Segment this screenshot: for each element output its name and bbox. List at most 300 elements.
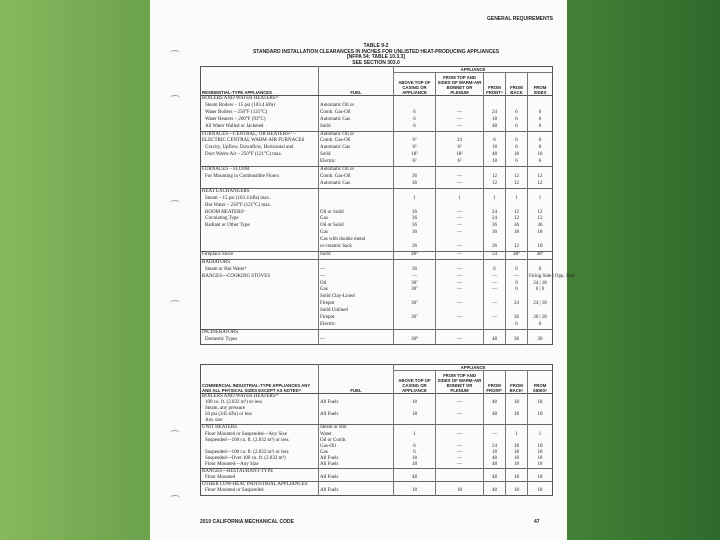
- cell-above-top: 6: [394, 450, 436, 456]
- table-row: [201, 244, 553, 251]
- cell-fuel: [319, 96, 394, 103]
- cell-sides: [528, 188, 553, 195]
- cell-appliance-label: RANGES—COOKING STOVES: [202, 273, 271, 279]
- cell-fuel: All Fuels: [319, 412, 394, 418]
- cell-sides: [528, 96, 553, 103]
- cell-plenum: 18²: [436, 152, 484, 159]
- cell-above-top: —: [394, 274, 436, 281]
- cell-above-top: 6: [394, 110, 436, 117]
- cell-appliance-label: Floor Mounted or Suspended—Any Size: [205, 431, 287, 437]
- cell-front: 54: [484, 251, 506, 259]
- cell-front: 24: [484, 216, 506, 223]
- table-row: [201, 124, 553, 131]
- table-row: [201, 167, 553, 174]
- table-row: [201, 159, 553, 166]
- cell-above-top: 6²: [394, 159, 436, 166]
- cell-plenum: —: [436, 315, 484, 322]
- cell-back: 12: [506, 244, 528, 251]
- cell-appliance-label: FURNACES – FLOOR: [201, 167, 319, 174]
- cell-sides: 24 | 18: [528, 281, 553, 288]
- cell-sides: 12: [528, 210, 553, 217]
- cell-front: 18: [484, 159, 506, 166]
- binder-hole-mark: [170, 495, 180, 501]
- cell-front: 48: [484, 152, 506, 159]
- cell-back: 18: [506, 456, 528, 462]
- cell-plenum: —: [436, 223, 484, 230]
- cell-plenum: [436, 203, 484, 210]
- cell-front: 18: [484, 450, 506, 456]
- cell-plenum: —: [436, 412, 484, 418]
- cell-sides: 36: [528, 223, 553, 230]
- cell-fuel: [319, 329, 394, 336]
- cell-back: 18: [506, 488, 528, 495]
- cell-fuel: All Fuels: [319, 488, 394, 495]
- table-row: [201, 287, 553, 294]
- cell-appliance-label: Floor Mounted or Suspended: [205, 488, 264, 494]
- cell-sides: 18: [528, 444, 553, 450]
- cell-sides: [528, 308, 553, 315]
- cell-appliance-label: BOILERS AND WATER HEATERS¹¹: [202, 96, 279, 101]
- cell-fuel: All Fuels: [319, 400, 394, 406]
- cell-front: [484, 469, 506, 476]
- cell-back: [506, 259, 528, 266]
- cell-sides: 18: [528, 244, 553, 251]
- cell-fuel: —: [319, 337, 394, 344]
- cell-fuel: Comb. Gas-Oil: [319, 174, 394, 181]
- cell-appliance-label: ELECTRIC CENTRAL WARM-AIR FURNACES: [202, 138, 305, 144]
- cell-sides: 6: [528, 138, 553, 145]
- cell-front: 36: [484, 223, 506, 230]
- cell-plenum: [436, 237, 484, 244]
- cell-back: 12: [506, 216, 528, 223]
- cell-appliance-label: RANGES—RESTAURANT-TYPE: [201, 469, 319, 476]
- cell-front: [484, 418, 506, 425]
- cell-back: [506, 394, 528, 401]
- header-appliance-type: RESIDENTIAL-TYPE APPLIANCES: [201, 67, 319, 96]
- cell-appliance-label: Suspended—Over 100 cu. ft. (2.832 m³): [205, 455, 286, 461]
- table-row: [201, 223, 553, 230]
- cell-above-top: 48⁵: [394, 251, 436, 259]
- cell-back: [506, 103, 528, 110]
- cell-plenum: [436, 394, 484, 401]
- cell-front: 48: [484, 475, 506, 482]
- cell-plenum: —: [436, 174, 484, 181]
- cell-above-top: 30⁷: [394, 287, 436, 294]
- cell-appliance-label: [201, 281, 319, 288]
- cell-plenum: —: [436, 462, 484, 469]
- cell-front: —: [484, 315, 506, 322]
- cell-back: 12: [506, 174, 528, 181]
- header-back: FROM BACK: [506, 73, 528, 96]
- cell-above-top: [394, 96, 436, 103]
- cell-fuel: [319, 469, 394, 476]
- binder-hole-mark: [170, 95, 180, 101]
- cell-front: 18: [484, 117, 506, 124]
- cell-back: 1: [506, 196, 528, 203]
- cell-above-top: 18: [394, 488, 436, 495]
- table-reference: [NFPA 54: TABLE 10.3.3]: [347, 54, 405, 61]
- cell-back: 48⁵: [506, 251, 528, 259]
- cell-sides: 18: [528, 488, 553, 495]
- cell-appliance-label: [201, 308, 319, 315]
- cell-fuel: Electric: [319, 322, 394, 329]
- cell-back: 18: [506, 475, 528, 482]
- cell-back: [506, 294, 528, 301]
- cell-front: 36: [484, 244, 506, 251]
- table-row: [201, 301, 553, 308]
- cell-fuel: Solid: [319, 124, 394, 131]
- cell-above-top: [394, 237, 436, 244]
- footer-title: 2010 CALIFORNIA MECHANICAL CODE: [200, 519, 294, 525]
- cell-appliance-label: Floor Mounted—Any Size: [205, 462, 259, 468]
- cell-appliance-label: For Mounting in Combustible Floors: [205, 173, 279, 179]
- cell-plenum: —: [436, 450, 484, 456]
- cell-fuel: All Fuels: [319, 475, 394, 482]
- cell-fuel: Gas with double metal: [319, 237, 394, 244]
- cell-front: —: [484, 432, 506, 438]
- residential-clearance-table: [200, 66, 575, 345]
- cell-plenum: 24: [436, 138, 484, 145]
- cell-fuel: All Fuels: [319, 462, 394, 469]
- cell-sides: [528, 469, 553, 476]
- table-row: [201, 210, 553, 217]
- cell-appliance-label: Fireplace Stove: [201, 251, 319, 259]
- cell-above-top: 48: [394, 475, 436, 482]
- cell-above-top: 36: [394, 223, 436, 230]
- cell-front: [484, 482, 506, 489]
- table-row: [201, 425, 553, 432]
- cell-front: [484, 237, 506, 244]
- cell-plenum: [436, 475, 484, 482]
- cell-fuel: Automatic Gas: [319, 117, 394, 124]
- cell-back: [506, 482, 528, 489]
- cell-fuel: Solid Clay-Lined: [319, 294, 394, 301]
- table-row: [201, 488, 553, 495]
- cell-above-top: 1: [394, 432, 436, 438]
- cell-plenum: —: [436, 400, 484, 406]
- document-page: [150, 0, 575, 540]
- cell-plenum: [436, 259, 484, 266]
- cell-fuel: Gas: [319, 216, 394, 223]
- cell-back: [506, 425, 528, 432]
- cell-plenum: —: [436, 110, 484, 117]
- cell-fuel: Electric: [319, 159, 394, 166]
- cell-appliance-label: HEAT EXCHANGERS: [201, 188, 319, 195]
- cell-front: [484, 96, 506, 103]
- cell-above-top: [394, 418, 436, 425]
- cell-fuel: —: [319, 274, 394, 281]
- cell-appliance-label: 100 cu. ft. (2.832 m³) or less: [205, 400, 262, 406]
- cell-sides: [528, 394, 553, 401]
- cell-appliance-label: [201, 322, 319, 329]
- cell-sides: 1: [528, 196, 553, 203]
- cell-sides: [528, 329, 553, 336]
- cell-plenum: [436, 482, 484, 489]
- cell-back: [506, 418, 528, 425]
- cell-appliance-label: [201, 294, 319, 301]
- cell-appliance-label: 50 psi (345 kPa) or less: [205, 412, 253, 418]
- cell-plenum: —: [436, 216, 484, 223]
- cell-plenum: [436, 469, 484, 476]
- header-appliance: APPLIANCE: [394, 67, 553, 73]
- cell-plenum: —: [436, 181, 484, 188]
- cell-appliance-label: Radiant or Other Type: [205, 223, 250, 229]
- cell-back: [506, 329, 528, 336]
- cell-front: 36: [484, 230, 506, 237]
- cell-sides: 6: [528, 110, 553, 117]
- cell-fuel: Oil: [319, 281, 394, 288]
- table-row: [201, 329, 553, 336]
- cell-back: [506, 96, 528, 103]
- table-row: [201, 188, 553, 195]
- cell-plenum: [436, 294, 484, 301]
- table-row: [201, 251, 553, 259]
- cell-sides: [528, 131, 553, 138]
- cell-back: [506, 203, 528, 210]
- cell-above-top: 36: [394, 244, 436, 251]
- cell-fuel: Gas: [319, 287, 394, 294]
- cell-front: [484, 308, 506, 315]
- cell-front: 48: [484, 124, 506, 131]
- cell-plenum: —: [436, 444, 484, 450]
- table-row: [201, 216, 553, 223]
- cell-appliance-label: Any size: [205, 418, 223, 424]
- cell-back: [506, 167, 528, 174]
- cell-fuel: Automatic Oil or: [319, 131, 394, 138]
- cell-front: [484, 103, 506, 110]
- cell-above-top: 36: [394, 210, 436, 217]
- cell-front: 1: [484, 196, 506, 203]
- cell-back: [506, 237, 528, 244]
- cell-sides: 6: [528, 267, 553, 274]
- cell-fuel: [319, 482, 394, 489]
- cell-front: 24: [484, 110, 506, 117]
- cell-back: 6: [506, 117, 528, 124]
- table-row: [201, 281, 553, 288]
- binder-hole-mark: [170, 50, 180, 56]
- table-row: [201, 145, 553, 152]
- cell-sides: 18: [528, 152, 553, 159]
- cell-fuel: Gas: [319, 230, 394, 237]
- cell-sides: 6: [528, 117, 553, 124]
- cell-sides: [528, 167, 553, 174]
- cell-front: 6: [484, 138, 506, 145]
- cell-fuel: Oil or Comb.: [319, 438, 394, 444]
- table-row: [201, 462, 553, 469]
- cell-fuel: All Fuels: [319, 456, 394, 462]
- cell-appliance-label: ROOM HEATERS⁶: [205, 209, 245, 215]
- cell-front: —: [484, 274, 506, 281]
- cell-back: 6: [506, 124, 528, 131]
- cell-appliance-label: [201, 287, 319, 294]
- cell-appliance-label: Domestic Types: [205, 336, 238, 342]
- cell-front: [484, 329, 506, 336]
- cell-appliance-label: Circulating Type: [205, 216, 239, 222]
- cell-above-top: 18: [394, 456, 436, 462]
- cell-plenum: [436, 167, 484, 174]
- cell-sides: [528, 482, 553, 489]
- cell-front: [484, 203, 506, 210]
- cell-back: [506, 308, 528, 315]
- cell-fuel: Comb. Gas-Oil: [319, 110, 394, 117]
- cell-appliance-label: [201, 159, 319, 166]
- cell-fuel: [319, 418, 394, 425]
- cell-above-top: 36: [394, 181, 436, 188]
- table-row: [201, 138, 553, 145]
- cell-fuel: Automatic Gas: [319, 181, 394, 188]
- cell-above-top: 36: [394, 216, 436, 223]
- cell-back: [506, 469, 528, 476]
- cell-sides: [528, 418, 553, 425]
- cell-above-top: [394, 167, 436, 174]
- header-front: FROM FRONT⁹: [484, 73, 506, 96]
- cell-sides: 6: [528, 145, 553, 152]
- cell-appliance-label: All Water Walled or Jacketed: [205, 123, 264, 129]
- cell-plenum: —: [436, 301, 484, 308]
- cell-fuel: Solid Unlined: [319, 308, 394, 315]
- cell-plenum: 1: [436, 196, 484, 203]
- table-row: [201, 230, 553, 237]
- cell-back: 36: [506, 337, 528, 344]
- cell-fuel: —: [319, 267, 394, 274]
- cell-appliance-label: [201, 301, 319, 308]
- running-header: GENERAL REQUIREMENTS: [486, 16, 553, 22]
- table-row: [201, 294, 553, 301]
- cell-plenum: —: [436, 267, 484, 274]
- cell-above-top: 36⁸: [394, 337, 436, 344]
- cell-front: 18: [484, 145, 506, 152]
- header-above: ABOVE TOP OF CASING OR APPLIANCE: [394, 371, 436, 394]
- binder-hole-mark: [170, 200, 180, 206]
- cell-above-top: 6: [394, 124, 436, 131]
- cell-fuel: Automatic Oil or: [319, 103, 394, 110]
- cell-plenum: [436, 322, 484, 329]
- cell-fuel: Oil or Solid: [319, 210, 394, 217]
- cell-sides: 6: [528, 159, 553, 166]
- cell-fuel: [319, 394, 394, 401]
- cell-sides: 18: [528, 475, 553, 482]
- header-plenum: FROM TOP AND SIDES OF WARM-AIR BONNET OR PLENUM: [436, 371, 484, 394]
- table-row: [201, 274, 553, 281]
- cell-back: 12: [506, 210, 528, 217]
- cell-back: 18: [506, 230, 528, 237]
- cell-back: [506, 188, 528, 195]
- binder-hole-mark: [170, 430, 180, 436]
- cell-back: 18: [506, 412, 528, 418]
- cell-plenum: [436, 96, 484, 103]
- header-appliance: APPLIANCE: [394, 365, 553, 371]
- cell-above-top: [394, 322, 436, 329]
- cell-sides: 18: [528, 462, 553, 469]
- cell-front: —: [484, 281, 506, 288]
- cell-front: [484, 188, 506, 195]
- cell-sides: 12: [528, 181, 553, 188]
- cell-above-top: 6²: [394, 138, 436, 145]
- cell-fuel: Firepot: [319, 301, 394, 308]
- cell-appliance-label: Suspended—100 cu. ft. (2.832 m³) or less: [205, 449, 289, 455]
- header-fuel: FUEL: [319, 73, 394, 96]
- cell-back: 12: [506, 181, 528, 188]
- cell-appliance-label: Steam, any pressure: [205, 406, 246, 412]
- cell-appliance-label: [201, 244, 319, 251]
- cell-appliance-label: Suspended—100 cu. ft. (2.832 m³) or less: [205, 437, 289, 443]
- cell-back: 24: [506, 301, 528, 308]
- table-row: [201, 110, 553, 117]
- cell-front: 6: [484, 267, 506, 274]
- cell-above-top: [394, 469, 436, 476]
- cell-back: 6: [506, 145, 528, 152]
- cell-back: 18: [506, 444, 528, 450]
- cell-above-top: [394, 103, 436, 110]
- cell-above-top: 36: [394, 230, 436, 237]
- cell-plenum: [436, 131, 484, 138]
- cell-front: [484, 167, 506, 174]
- cell-appliance-label: Water Boilers – 250°F (121°C): [205, 109, 268, 115]
- cell-above-top: [394, 425, 436, 432]
- cell-sides: 1: [528, 432, 553, 438]
- cell-appliance-label: Duct Warm-Air – 250°F (121°C) max.: [205, 152, 283, 158]
- cell-back: 9: [506, 281, 528, 288]
- cell-above-top: 1: [394, 196, 436, 203]
- cell-plenum: —: [436, 244, 484, 251]
- cell-above-top: [394, 203, 436, 210]
- cell-fuel: Steam or Hot: [319, 425, 394, 432]
- cell-plenum: —: [436, 251, 484, 259]
- header-fuel: FUEL: [319, 371, 394, 394]
- cell-front: 12: [484, 174, 506, 181]
- cell-sides: [528, 237, 553, 244]
- cell-above-top: [394, 188, 436, 195]
- cell-back: 36: [506, 315, 528, 322]
- cell-appliance-label: [201, 237, 319, 244]
- cell-appliance-label: [201, 181, 319, 188]
- cell-sides: 24 | 18: [528, 301, 553, 308]
- cell-fuel: Water: [319, 432, 394, 438]
- cell-back: 6: [506, 287, 528, 294]
- cell-plenum: [436, 329, 484, 336]
- cell-sides: [528, 294, 553, 301]
- header-sides: FROM SIDES¹: [528, 371, 553, 394]
- cell-plenum: —: [436, 124, 484, 131]
- header-above: ABOVE TOP OF CASING OR APPLIANCE: [394, 73, 436, 96]
- cell-appliance-label: Floor Mounted: [205, 475, 236, 481]
- header-back: FROM BACK¹: [506, 371, 528, 394]
- table-row: [201, 103, 553, 110]
- cell-above-top: [394, 259, 436, 266]
- cell-appliance-label: Gravity, Upflow, Downflow, Horizontal and: [205, 145, 294, 151]
- cell-plenum: —: [436, 337, 484, 344]
- cell-back: 1: [506, 432, 528, 438]
- table-row: [201, 475, 553, 482]
- cell-sides: [528, 425, 553, 432]
- cell-sides: 18: [528, 456, 553, 462]
- cell-appliance-label: Steam – 15 psi (103.4 kPa) max.: [205, 195, 271, 201]
- cell-front: 48: [484, 337, 506, 344]
- cell-sides: 18: [528, 412, 553, 418]
- table-row: [201, 308, 553, 315]
- cell-sides: [528, 203, 553, 210]
- cell-appliance-label: [201, 230, 319, 237]
- cell-above-top: [394, 329, 436, 336]
- cell-back: 18: [506, 400, 528, 406]
- cell-back: 6: [506, 159, 528, 166]
- cell-plenum: —: [436, 432, 484, 438]
- table-row: [201, 203, 553, 210]
- cell-plenum: 6²: [436, 159, 484, 166]
- cell-above-top: 18: [394, 412, 436, 418]
- cell-front: —: [484, 301, 506, 308]
- cell-appliance-label: [201, 315, 319, 322]
